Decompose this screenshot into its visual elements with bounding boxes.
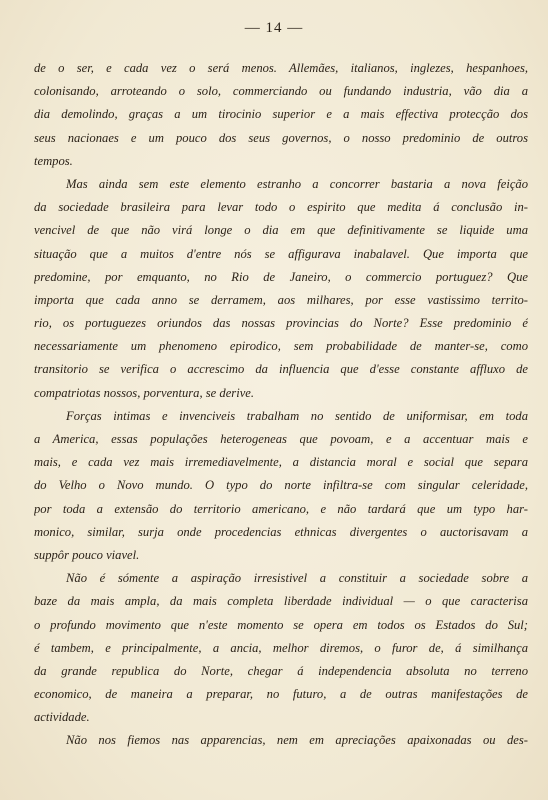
text-line: colonisando, arroteando o solo, commerciando ou fundando industria, vão dia a [34, 84, 528, 99]
text-line: situação que a muitos d'entre nós se affigurava inabalavel. Que importa que [34, 246, 528, 261]
text-line: dia demolindo, graças a um tirocinio superior e a mais effectiva protecção dos [34, 107, 528, 122]
text-line: transitorio se verifica o accrescimo da influencia que d'esse constante affluxo de [34, 362, 528, 377]
text-line: por toda a extensão do territorio americano, e não tardará que um typo har- [34, 501, 528, 516]
text-line: importa que cada anno se derramem, aos milhares, por esse vastissimo territo- [34, 292, 528, 307]
text-line: da sociedade brasileira para levar todo o espirito que medita á conclusão in- [34, 200, 528, 215]
text-line: do Velho o Novo mundo. O typo do norte infiltra-se com singular celeridade, [34, 478, 528, 493]
text-line: vencivel de que não virá longe o dia em que definitivamente se liquide uma [34, 223, 528, 238]
text-line: o profundo movimento que n'este momento se opera em todos os Estados do Sul; [34, 617, 528, 632]
text-line: compatriotas nossos, porventura, se derive. [34, 385, 255, 400]
text-line: da grande republica do Norte, chegar á independencia absoluta no terreno [34, 663, 528, 678]
page-number: — 14 — [244, 20, 304, 36]
text-line: tempos. [34, 153, 73, 168]
text-line: mais, e cada vez mais irremediavelmente, a distancia moral e social que separa [34, 455, 528, 470]
text-line: seus nacionaes e um pouco dos seus governos, o nosso predominio de outros [34, 130, 528, 145]
text-line: Não é sómente a aspiração irresistivel a constituir a sociedade sobre a [66, 571, 528, 586]
text-line: Não nos fiemos nas apparencias, nem em apreciações apaixonadas ou des- [66, 733, 528, 748]
text-line: necessariamente um phenomeno epirodico, sem probabilidade de manter-se, como [34, 339, 528, 354]
text-line: Forças intimas e invenciveis trabalham no sentido de uniformisar, em toda [66, 408, 528, 423]
text-line: baze da mais ampla, da mais completa liberdade individual — o que caracterisa [34, 594, 528, 609]
text-line: suppôr pouco viavel. [34, 547, 140, 562]
text-line: actividade. [34, 710, 90, 725]
text-line: monico, similar, surja onde procedencias ethnicas divergentes o auctorisavam a [34, 524, 528, 539]
text-line: é tambem, e principalmente, a ancia, melhor diremos, o furor de, á similhança [34, 640, 528, 655]
text-line: predomine, por emquanto, no Rio de Janeiro, o commercio portuguez? Que [34, 269, 528, 284]
text-line: de o ser, e cada vez o será menos. Allemães, italianos, inglezes, hespanhoes, [34, 61, 528, 75]
text-line: Mas ainda sem este elemento estranho a concorrer bastaria a nova feição [66, 176, 528, 191]
body-text [34, 57, 528, 753]
text-line: economico, de maneira a preparar, no futuro, a de outras manifestações de [34, 687, 528, 702]
text-line: a America, essas populações heterogeneas que povoam, e a accentuar mais e [34, 432, 528, 446]
text-line: rio, os portuguezes oriundos das nossas provincias do Norte? Esse predominio é [34, 316, 528, 331]
